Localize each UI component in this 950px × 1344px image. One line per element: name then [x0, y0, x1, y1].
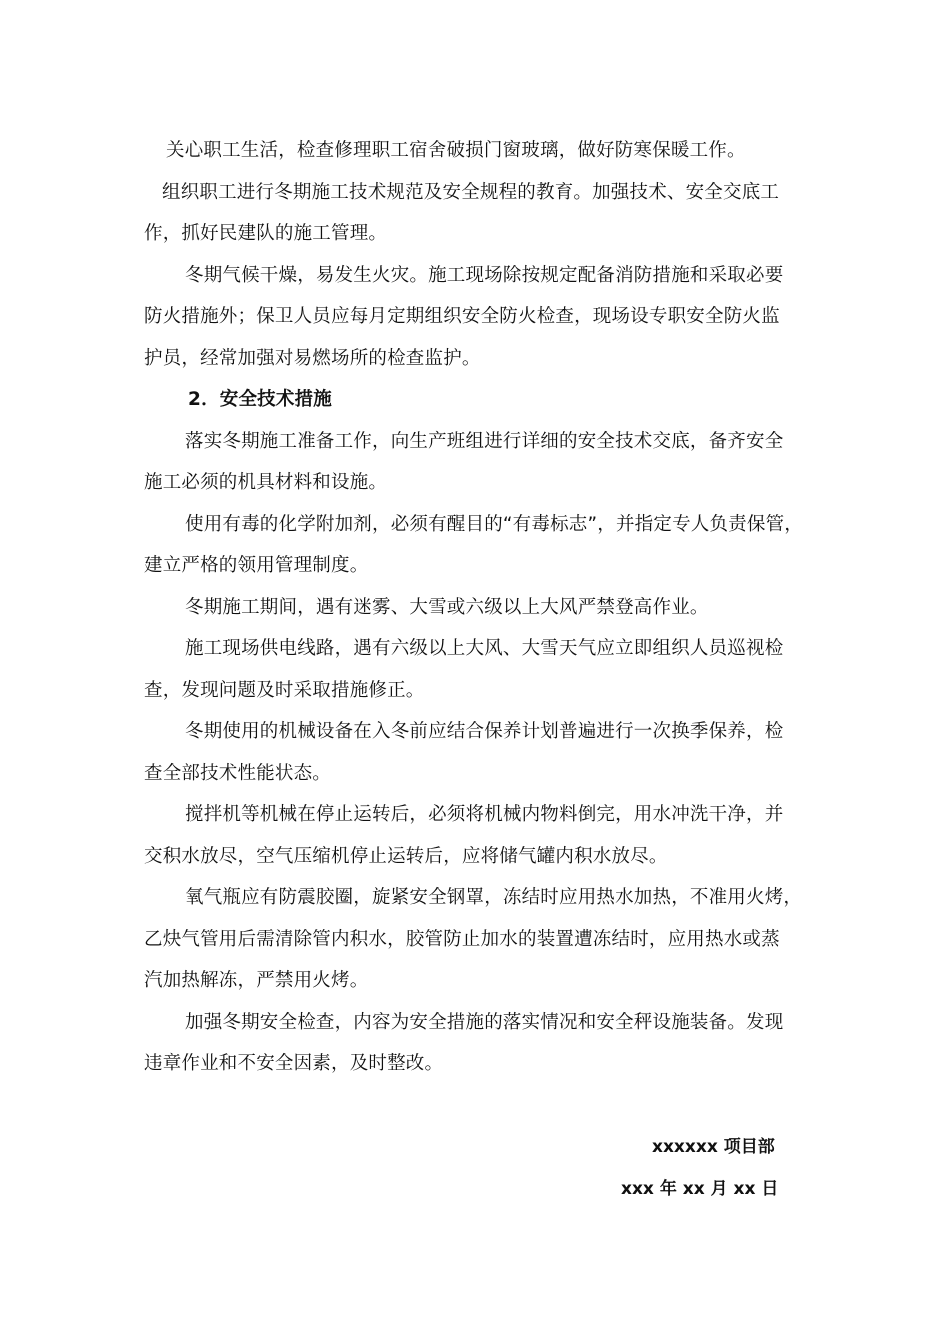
signature-department: xxxxxx 项目部 — [652, 1137, 775, 1157]
paragraph-line: 护员，经常加强对易燃场所的检查监护。 — [144, 348, 481, 369]
paragraph-line: 查全部技术性能状态。 — [144, 763, 332, 784]
paragraph-line: 汽加热解冻，严禁用火烤。 — [144, 970, 369, 991]
paragraph-line: 组织职工进行冬期施工技术规范及安全规程的教育。加强技术、安全交底工 — [162, 182, 780, 203]
paragraph-line: 施工必须的机具材料和设施。 — [144, 472, 388, 493]
paragraph-line: 作，抓好民建队的施工管理。 — [144, 223, 388, 244]
paragraph-line: 防火措施外；保卫人员应每月定期组织安全防火检查，现场设专职安全防火监 — [144, 306, 780, 327]
paragraph-line: 交积水放尽，空气压缩机停止运转后，应将储气罐内积水放尽。 — [144, 846, 668, 867]
paragraph-line: 加强冬期安全检查，内容为安全措施的落实情况和安全秤设施装备。发现 — [185, 1012, 784, 1033]
paragraph-line: 建立严格的领用管理制度。 — [144, 555, 369, 576]
paragraph-line: 冬期施工期间，遇有迷雾、大雪或六级以上大风严禁登高作业。 — [185, 597, 709, 618]
paragraph-line: 落实冬期施工准备工作，向生产班组进行详细的安全技术交底，备齐安全 — [185, 431, 784, 452]
paragraph-line: 乙炔气管用后需清除管内积水，胶管防止加水的装置遭冻结时，应用热水或蒸 — [144, 929, 780, 950]
paragraph-line: 查，发现问题及时采取措施修正。 — [144, 680, 425, 701]
paragraph-line: 关心职工生活，检查修理职工宿舍破损门窗玻璃，做好防寒保暖工作。 — [166, 140, 746, 161]
paragraph-line: 冬期使用的机械设备在入冬前应结合保养计划普遍进行一次换季保养，检 — [185, 721, 784, 742]
paragraph-line: 违章作业和不安全因素，及时整改。 — [144, 1053, 444, 1074]
paragraph-line: 搅拌机等机械在停止运转后，必须将机械内物料倒完，用水冲洗干净，并 — [185, 804, 784, 825]
signature-date: xxx 年 xx 月 xx 日 — [621, 1179, 779, 1199]
paragraph-line: 冬期气候干燥，易发生火灾。施工现场除按规定配备消防措施和采取必要 — [185, 265, 784, 286]
paragraph-line: 使用有毒的化学附加剂，必须有醒目的“有毒标志”，并指定专人负责保管， — [185, 514, 803, 535]
paragraph-line: 施工现场供电线路，遇有六级以上大风、大雪天气应立即组织人员巡视检 — [185, 638, 784, 659]
section-heading: 2．安全技术措施 — [188, 389, 332, 410]
paragraph-line: 氧气瓶应有防震胶圈，旋紧安全钢罩，冻结时应用热水加热，不准用火烤， — [185, 887, 803, 908]
